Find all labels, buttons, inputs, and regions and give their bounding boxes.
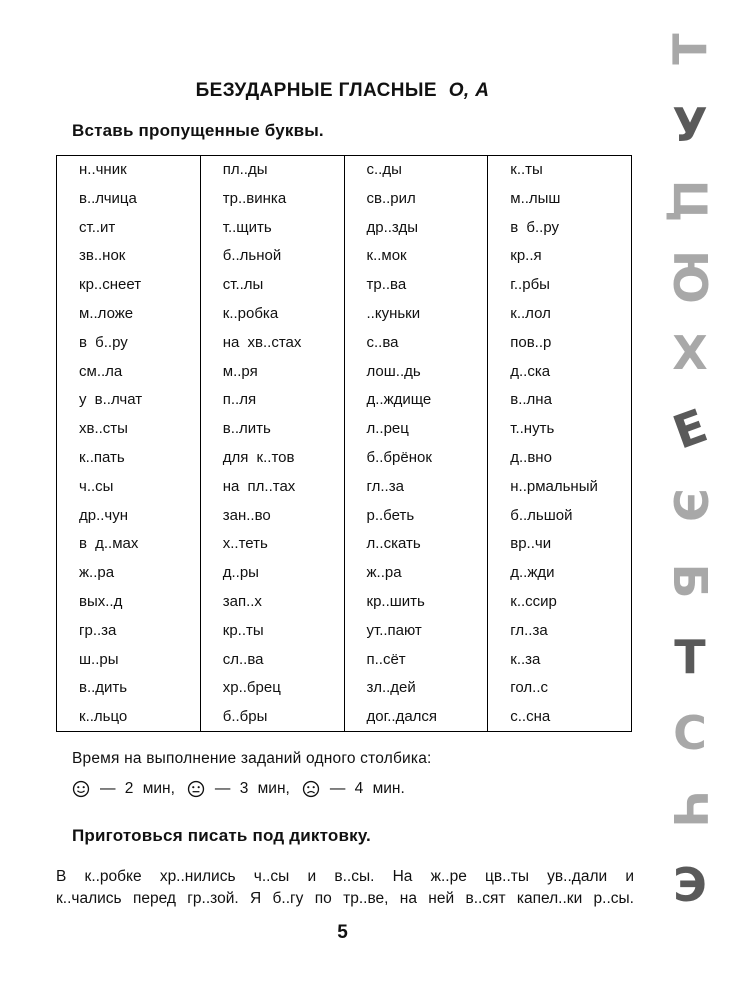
dictation-line-1: В к..робке хр..нились ч..сы и в..сы. На ж..ре цв..ты ув..дали и — [56, 868, 634, 885]
time-legend — [72, 780, 417, 798]
neutral-face-icon — [187, 780, 205, 798]
word-item: в д..мах — [79, 535, 139, 553]
word-item: хв..сты — [79, 420, 128, 438]
word-item: к..пать — [79, 448, 125, 466]
word-item: св..рил — [366, 189, 416, 207]
word-item: см..ла — [79, 362, 123, 380]
word-item: ст..лы — [222, 276, 264, 294]
decorative-letter: Б — [663, 563, 717, 599]
word-item: н..рмальный — [510, 477, 598, 495]
word-item: у в..лчат — [79, 391, 143, 409]
side-letter-strip — [650, 0, 730, 1000]
decorative-letter: Х — [672, 326, 708, 380]
decorative-letter: Ю — [663, 250, 717, 304]
word-item: п..сёт — [366, 650, 406, 668]
word-item: ст..ит — [79, 218, 116, 236]
word-item: пов..р — [510, 333, 552, 351]
word-item: ж..ра — [366, 564, 402, 582]
word-item: кр..снеет — [79, 276, 142, 294]
word-item: гл..за — [510, 621, 548, 639]
word-item: л..рец — [366, 420, 409, 438]
sad-face-icon — [302, 780, 320, 798]
word-item: д..вно — [510, 448, 552, 466]
word-item: ш..ры — [79, 650, 119, 668]
instruction-dictation: Приготовься писать под диктовку. — [72, 826, 371, 845]
word-item: кр..ты — [222, 621, 264, 639]
word-item: д..ска — [510, 362, 551, 380]
decorative-letter: Е — [665, 398, 715, 460]
word-item: сл..ва — [222, 650, 264, 668]
page-title — [0, 80, 685, 102]
word-item: н..чник — [79, 161, 127, 178]
word-item: зап..х — [222, 592, 262, 610]
word-item: в..лна — [510, 391, 552, 409]
decorative-letter: Э — [673, 858, 707, 912]
title-letters: О, А — [448, 80, 490, 101]
word-column-2 — [201, 156, 345, 731]
word-item: лош..дь — [366, 362, 421, 380]
decorative-letter: С — [673, 706, 707, 760]
word-item: дог..дался — [366, 708, 438, 726]
word-item: кр..я — [510, 247, 542, 265]
instruction-fill-letters: Вставь пропущенные буквы. — [72, 121, 324, 140]
decorative-letter: Ц — [663, 179, 717, 223]
smile-face-icon — [72, 780, 90, 798]
word-item: ..куньки — [366, 304, 421, 322]
word-item: к..мок — [366, 247, 407, 265]
word-item: в б..ру — [79, 333, 128, 351]
word-item: д..ждище — [366, 391, 432, 409]
word-item: гл..за — [366, 477, 404, 495]
legend-text-2: — 3 мин, — [214, 780, 290, 797]
decorative-letter: Ч — [663, 790, 717, 828]
word-item: б..брёнок — [366, 448, 432, 466]
word-item: др..чун — [79, 506, 129, 524]
word-item: гол..с — [510, 679, 548, 697]
word-item: к..ты — [510, 161, 543, 178]
word-item: с..сна — [510, 708, 551, 726]
word-item: кр..шить — [366, 592, 425, 610]
word-item: х..теть — [222, 535, 268, 553]
word-item: хр..брец — [222, 679, 281, 697]
decorative-letter: Э — [663, 488, 717, 522]
word-item: вых..д — [79, 592, 123, 610]
word-item: зл..дей — [366, 679, 416, 697]
word-table — [56, 155, 632, 732]
word-item: б..льной — [222, 247, 282, 265]
word-item: г..рбы — [510, 276, 550, 294]
legend-text-1: — 2 мин, — [100, 780, 175, 797]
word-item: к..льцо — [79, 708, 128, 726]
word-item: к..робка — [222, 304, 279, 322]
word-item: б..бры — [222, 708, 268, 726]
word-item: м..ложе — [79, 304, 134, 322]
word-item: зв..нок — [79, 247, 126, 265]
word-item: д..ры — [222, 564, 259, 582]
decorative-letter: Т — [663, 33, 717, 65]
word-item: зан..во — [222, 506, 271, 524]
word-item: в..лчица — [79, 189, 137, 207]
word-item: тр..ва — [366, 276, 407, 294]
word-item: к..лол — [510, 304, 551, 322]
word-item: пл..ды — [222, 161, 268, 178]
decorative-letter: Т — [674, 630, 706, 684]
word-item: м..ря — [222, 362, 258, 380]
word-item: ж..ра — [79, 564, 115, 582]
timing-text: Время на выполнение заданий одного столбика: — [72, 750, 432, 767]
word-item: м..лыш — [510, 189, 561, 207]
word-item: р..беть — [366, 506, 415, 524]
word-item: в..дить — [79, 679, 128, 697]
word-item: вр..чи — [510, 535, 552, 553]
word-item: в..лить — [222, 420, 271, 438]
word-item: на хв..стах — [222, 333, 302, 351]
decorative-letter: У — [672, 98, 708, 152]
title-main: БЕЗУДАРНЫЕ ГЛАСНЫЕ — [195, 80, 437, 101]
word-item: т..щить — [222, 218, 272, 236]
word-item: с..ва — [366, 333, 399, 351]
word-item: др..зды — [366, 218, 419, 236]
page-number: 5 — [337, 922, 348, 943]
word-item: тр..винка — [222, 189, 287, 207]
word-item: с..ды — [366, 161, 402, 178]
word-item: д..жди — [510, 564, 555, 582]
word-item: ч..сы — [79, 477, 114, 495]
word-item: т..нуть — [510, 420, 555, 438]
word-item: в б..ру — [510, 218, 559, 236]
word-item: к..ссир — [510, 592, 557, 610]
word-item: на пл..тах — [222, 477, 296, 495]
word-item: п..ля — [222, 391, 257, 409]
legend-text-3: — 4 мин. — [329, 780, 405, 797]
word-item: б..льшой — [510, 506, 573, 524]
word-item: гр..за — [79, 621, 117, 639]
dictation-text — [56, 866, 634, 910]
word-item: ут..пают — [366, 621, 422, 639]
word-item: к..за — [510, 650, 541, 668]
word-column-3 — [345, 156, 489, 731]
word-column-4 — [488, 156, 631, 731]
dictation-line-2: к..чались перед гр..зой. Я б..гу по тр..ве, на ней в..сят капел..ки р..сы. — [56, 890, 634, 907]
word-item: л..скать — [366, 535, 421, 553]
word-item: для к..тов — [222, 448, 295, 466]
word-column-1 — [57, 156, 201, 731]
